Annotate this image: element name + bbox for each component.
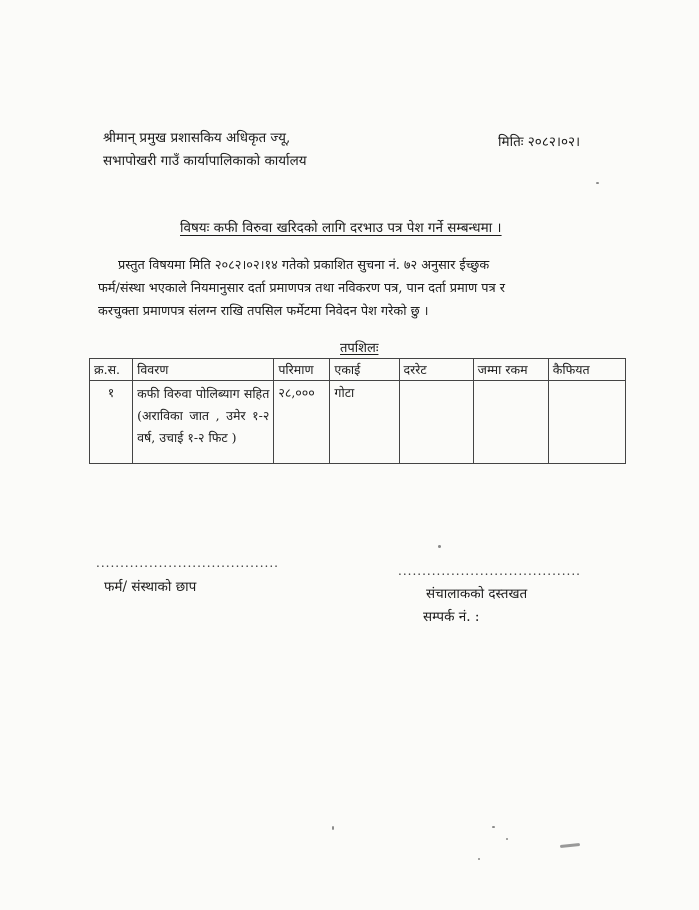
scan-speck: [506, 838, 508, 840]
contact-label: सम्पर्क नं. :: [423, 609, 480, 625]
signature-label: संचालाकको दस्तखत: [426, 586, 528, 602]
col-header-amount: जम्मा रकम: [473, 359, 548, 381]
cell-remarks: [548, 381, 625, 464]
letter-body: [98, 254, 603, 323]
document-date: मितिः २०८२।०२।: [498, 134, 581, 150]
cell-sn: १: [90, 381, 133, 464]
col-header-description: विवरण: [133, 359, 274, 381]
table-title: तपशिलः: [340, 341, 379, 356]
subject-line: विषयः कफी विरुवा खरिदको लागि दरभाउ पत्र पेश गर्ने सम्बन्धमा ।: [180, 220, 502, 236]
cell-description: कफी विरुवा पोलिब्याग सहित (अराविका जात , उमेर १-२ वर्ष, उचाई १-२ फिट ): [133, 381, 274, 464]
stamp-label: फर्म/ संस्थाको छाप: [104, 579, 197, 595]
signature-dotted-line: ......................................: [398, 564, 581, 578]
col-header-unit: एकाई: [330, 359, 399, 381]
col-header-quantity: परिमाण: [274, 359, 330, 381]
scan-speck: [492, 826, 495, 828]
recipient-address: [103, 127, 307, 173]
scan-speck: [478, 858, 480, 860]
stamp-dotted-line: ......................................: [96, 556, 279, 570]
details-table: [89, 358, 626, 464]
cell-quantity: २८,०००: [274, 381, 330, 464]
scan-speck: [332, 826, 334, 830]
body-line-2: फर्म/संस्था भएकाले नियमानुसार दर्ता प्रमाणपत्र तथा नविकरण पत्र, पान दर्ता प्रमाण पत्र र: [98, 281, 505, 296]
cell-unit: गोटा: [330, 381, 399, 464]
scan-speck: [596, 182, 599, 184]
col-header-rate: दररेट: [399, 359, 473, 381]
table-row: [90, 381, 626, 464]
body-line-3: करचुक्ता प्रमाणपत्र संलग्न राखि तपसिल फर्मेटमा निवेदन पेश गरेको छु ।: [98, 304, 429, 319]
col-header-sn: क्र.स.: [90, 359, 133, 381]
recipient-line-1: श्रीमान् प्रमुख प्रशासकिय अधिकृत ज्यू,: [103, 130, 291, 146]
scan-speck: [438, 545, 441, 548]
cell-rate: [399, 381, 473, 464]
col-header-remarks: कैफियत: [548, 359, 625, 381]
recipient-line-2: सभापोखरी गाउँ कार्यापालिकाको कार्यालय: [103, 153, 307, 169]
body-line-1: प्रस्तुत विषयमा मिति २०८२।०२।१४ गतेको प्रकाशित सुचना नं. ७२ अनुसार ईच्छुक: [118, 258, 490, 273]
table-header-row: [90, 359, 626, 381]
cell-amount: [473, 381, 548, 464]
scan-smudge: [560, 843, 580, 848]
